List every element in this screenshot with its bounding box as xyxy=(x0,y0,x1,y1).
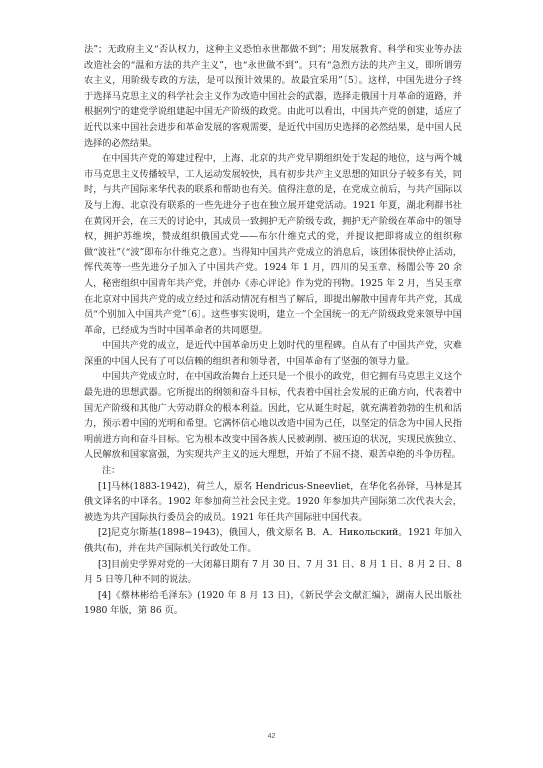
paragraph-2: 在中国共产党的筹建过程中，上海、北京的共产党早期组织处于发起的地位，这与两个城市马克思主义传播较早，工人运动发展较快，具有初步共产主义思想的知识分子较多有关，同时，与共产国际来华代表的联系和帮助也有关。值得注意的是，在党成立前后，与共产国际以及与上海、北京没有联系的一些先进分子也在独立展开建党活动。1921 年夏，湖北利群书社在黄冈开会，在三天的讨论中，其成员一致拥护无产阶级专政，拥护无产阶级在革命中的领导权，拥护苏维埃，赞成组织俄国式党——布尔什维克式的党，并提议把即将成立的组织称做“波社”（“波”即布尔什维克之意）。当得知中国共产党成立的消息后，该团体很快停止活动，恽代英等一些先进分子加入了中国共产党。1924 年 1 月，四川的吴玉章、杨闇公等 20 余人，秘密组织中国青年共产党，并创办《赤心评论》作为党的刊物。1925 年 2 月，当吴玉章在北京对中国共产党的成立经过和活动情况有相当了解后，即提出解散中国青年共产党，其成员“个别加入中国共产党”〔6〕。这些事实说明，建立一个全国统一的无产阶级政党来领导中国革命，已经成为当时中国革命者的共同愿望。 xyxy=(84,153,462,336)
footnote-2: [2]尼克尔斯基(1898−1943)，俄国人，俄文原名 В．А．Никольский。1921 年加入俄共(布)，并在共产国际机关行政处工作。 xyxy=(84,527,462,554)
paragraph-3: 中国共产党的成立，是近代中国革命历史上划时代的里程碑。自从有了中国共产党，灾难深重的中国人民有了可以信赖的组织者和领导者，中国革命有了坚强的领导力量。 xyxy=(84,340,462,367)
paragraph-1: 法”；无政府主义“否认权力，这种主义恐怕永世都做不到”；用发展教育、科学和实业等办法改造社会的“温和方法的共产主义”，也“永世做不到”。只有“急烈方法的共产主义，即所谓劳农主义，用阶级专政的方法，是可以预计效果的。故最宜采用”〔5〕。这样，中国先进分子终于选择马克思主义的科学社会主义作为改造中国社会的武器，选择走俄国十月革命的道路，并根据列宁的建党学说组建起中国无产阶级的政党。由此可以看出，中国共产党的创建，适应了近代以来中国社会进步和革命发展的客观需要，是近代中国历史选择的必然结果，是中国人民选择的必然结果。 xyxy=(84,44,462,149)
document-body xyxy=(84,42,462,619)
footnote-3: [3]目前史学界对党的一大闭幕日期有 7 月 30 日、7 月 31 日、8 月 1 日、8 月 2 日、8 月 5 日等几种不同的说法。 xyxy=(84,558,462,586)
page-number: 42 xyxy=(267,733,276,740)
notes-heading: 注： xyxy=(102,465,121,477)
footnote-1: [1]马林(1883-1942)，荷兰人，原名 Hendricus-Sneevliet，在华化名孙铎，马林是其俄文译名的中译名。1902 年参加荷兰社会民主党。1920 年参加共产国际第二次代表大会，被选为共产国际执行委员会的成员。1921 年任共产国际驻中国代表。 xyxy=(84,480,462,523)
footnote-4: [4]《蔡林彬给毛泽东》(1920 年 8 月 13 日)，《新民学会文献汇编》，湖南人民出版社 1980 年版，第 86 页。 xyxy=(84,589,462,617)
paragraph-4: 中国共产党成立时，在中国政治舞台上还只是一个很小的政党，但它拥有马克思主义这个最先进的思想武器。它所提出的纲领和奋斗目标，代表着中国社会发展的正确方向，代表着中国无产阶级和其他广大劳动群众的根本利益。因此，它从诞生时起，就充满着勃勃的生机和活力，预示着中国的光明和希望。它满怀信心地以改造中国为己任，以坚定的信念为中国人民指明前进方向和奋斗目标。它为根本改变中国各族人民被剥削、被压迫的状况，实现民族独立、人民解放和国家富强，为实现共产主义的远大理想，开始了不屈不挠、艰苦卓绝的斗争历程。 xyxy=(84,371,462,461)
